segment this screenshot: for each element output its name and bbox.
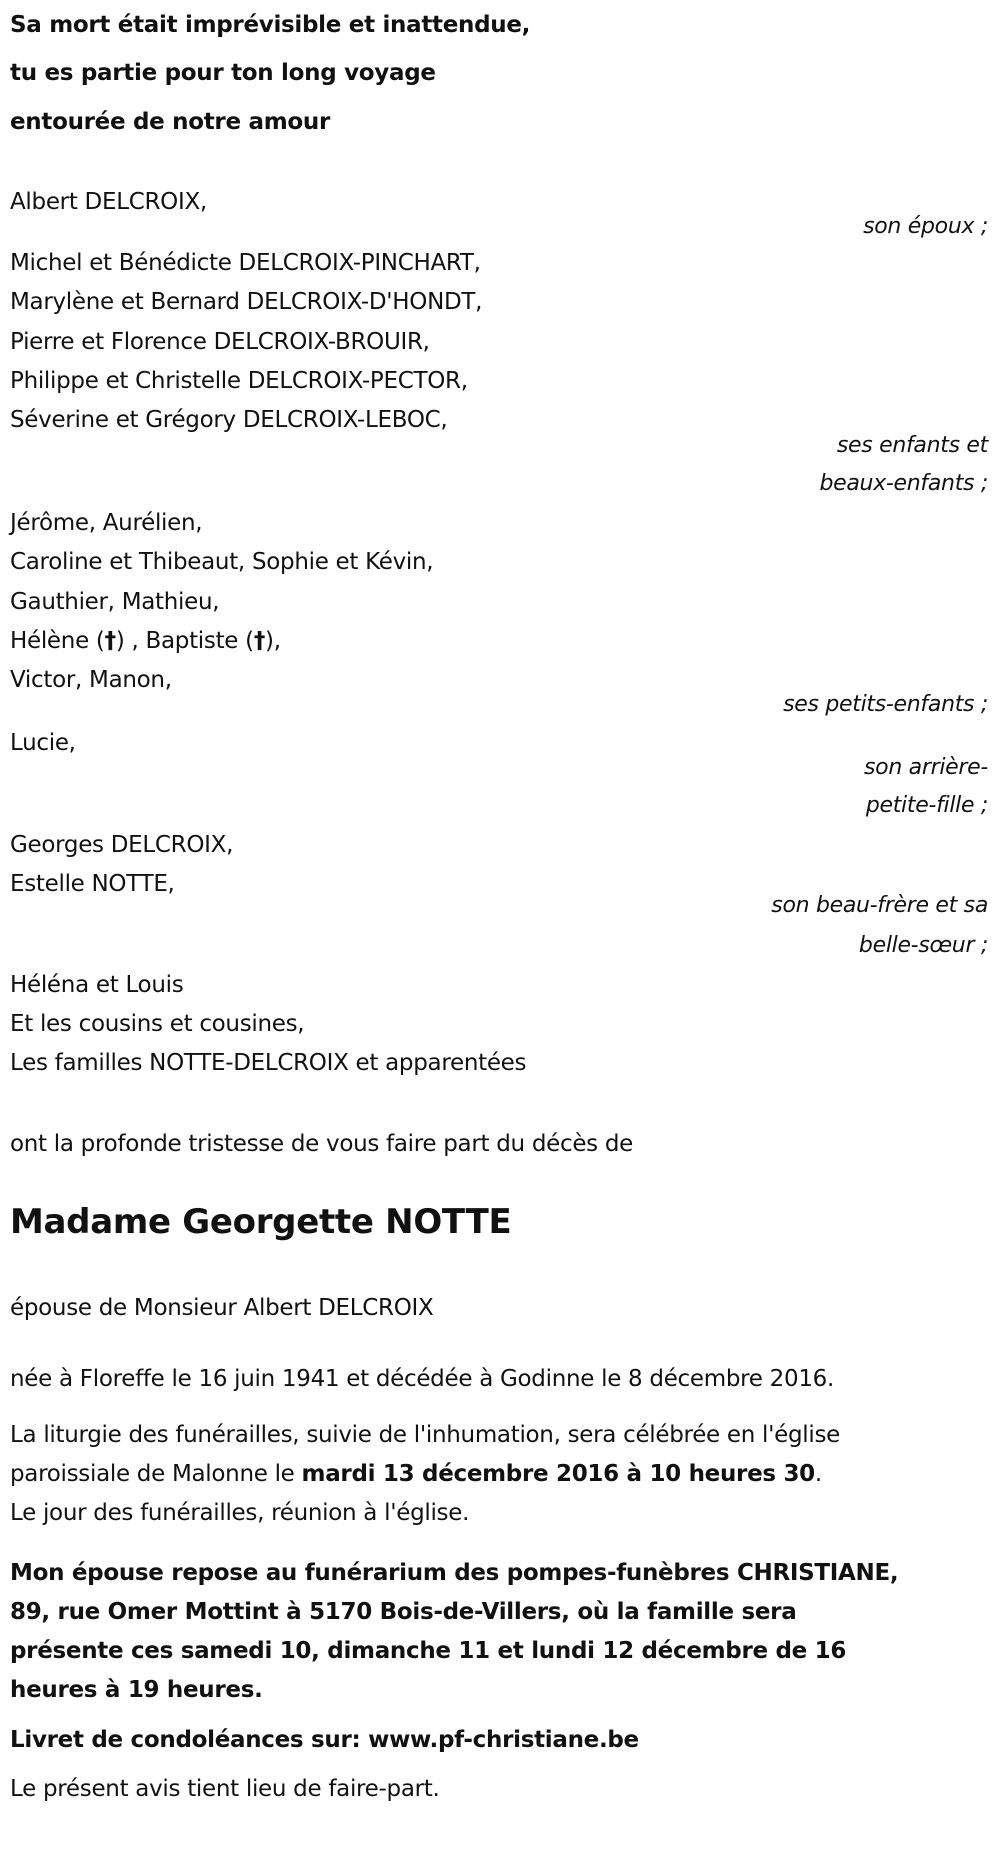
- child-name: Michel et Bénédicte DELCROIX-PINCHART,: [10, 250, 481, 276]
- liturgy-line: La liturgie des funérailles, suivie de l'inhumation, sera célébrée en l'église: [10, 1422, 841, 1448]
- relation-label: belle-sœur ;: [858, 933, 988, 958]
- poem-line: Sa mort était imprévisible et inattendue,: [10, 12, 531, 38]
- grandchild-name: ) , Baptiste (: [115, 628, 254, 654]
- liturgy-text: paroissiale de Malonne le: [10, 1461, 302, 1487]
- grandchild-deceased-line: [10, 626, 281, 656]
- deceased-name: Madame Georgette NOTTE: [10, 1202, 512, 1242]
- relation-label: petite-fille ;: [865, 793, 988, 818]
- relation-label: son époux ;: [863, 214, 988, 239]
- child-name: Philippe et Christelle DELCROIX-PECTOR,: [10, 368, 468, 394]
- condolences-line: [10, 1725, 639, 1755]
- in-law-name: Estelle NOTTE,: [10, 871, 175, 897]
- relation-label: son beau-frère et sa: [771, 893, 988, 918]
- grandchild-name: Caroline et Thibeaut, Sophie et Kévin,: [10, 549, 434, 575]
- other-family-line: Les familles NOTTE-DELCROIX et apparentées: [10, 1050, 527, 1076]
- liturgy-date: mardi 13 décembre 2016 à 10 heures 30: [301, 1461, 815, 1487]
- child-name: Séverine et Grégory DELCROIX-LEBOC,: [10, 407, 448, 433]
- spouse-name: Albert DELCROIX,: [10, 189, 207, 215]
- cross-icon: †: [253, 628, 266, 654]
- great-grandchild-name: Lucie,: [10, 730, 76, 756]
- grandchild-name: Victor, Manon,: [10, 667, 172, 693]
- grandchild-name: Hélène (: [10, 628, 105, 654]
- cross-icon: †: [104, 628, 116, 654]
- poem-line: tu es partie pour ton long voyage: [10, 60, 436, 86]
- condolences-label: Livret de condoléances sur:: [10, 1727, 369, 1753]
- funeral-home-line: Mon épouse repose au funérarium des pompes-funèbres CHRISTIANE,: [10, 1560, 899, 1586]
- in-law-name: Georges DELCROIX,: [10, 832, 234, 858]
- funeral-home-line: heures à 19 heures.: [10, 1677, 263, 1703]
- condolences-link[interactable]: www.pf-christiane.be: [368, 1727, 639, 1753]
- closing-line: Le présent avis tient lieu de faire-part.: [10, 1776, 440, 1802]
- funeral-home-line: 89, rue Omer Mottint à 5170 Bois-de-Villers, où la famille sera: [10, 1599, 797, 1625]
- child-name: Pierre et Florence DELCROIX-BROUIR,: [10, 329, 430, 355]
- poem-line: entourée de notre amour: [10, 109, 330, 135]
- relation-label: son arrière-: [864, 755, 988, 780]
- meeting-line: Le jour des funérailles, réunion à l'église.: [10, 1500, 470, 1526]
- other-family-line: Héléna et Louis: [10, 972, 184, 998]
- liturgy-line: [10, 1459, 822, 1489]
- spouse-of-line: épouse de Monsieur Albert DELCROIX: [10, 1295, 434, 1321]
- other-family-line: Et les cousins et cousines,: [10, 1011, 305, 1037]
- punctuation: ),: [265, 628, 281, 654]
- grandchild-name: Jérôme, Aurélien,: [10, 510, 203, 536]
- grandchild-name: Gauthier, Mathieu,: [10, 589, 220, 615]
- announcement-text: ont la profonde tristesse de vous faire part du décès de: [10, 1131, 634, 1157]
- child-name: Marylène et Bernard DELCROIX-D'HONDT,: [10, 289, 483, 315]
- relation-label: ses petits-enfants ;: [783, 692, 988, 717]
- relation-label: ses enfants et: [836, 433, 988, 458]
- punctuation: .: [814, 1461, 822, 1487]
- funeral-home-line: présente ces samedi 10, dimanche 11 et lundi 12 décembre de 16: [10, 1638, 847, 1664]
- relation-label: beaux-enfants ;: [819, 471, 988, 496]
- birth-death-line: née à Floreffe le 16 juin 1941 et décédée à Godinne le 8 décembre 2016.: [10, 1366, 835, 1392]
